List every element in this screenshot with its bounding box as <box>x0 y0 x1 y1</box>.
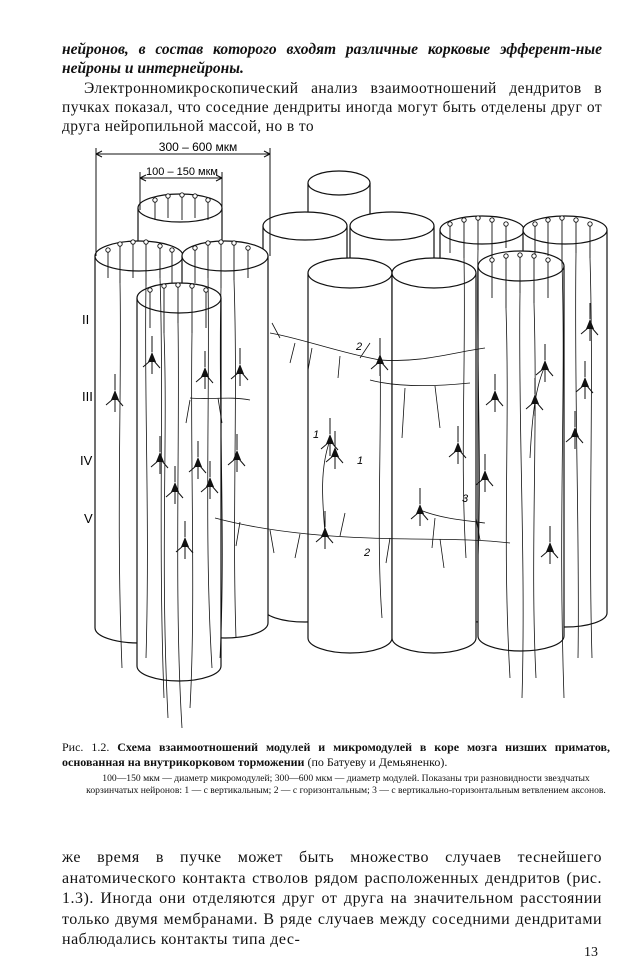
neuron-label-1a: 1 <box>313 429 320 441</box>
layer-label-iv: IV <box>80 453 93 468</box>
figure-caption <box>62 740 610 770</box>
paragraph-dendrite-contacts: же время в пучке может быть множество случаев теснейшего анатомического контакта стволов рядом расположенных дендритов (рис. 1.3). Иногда они отделяются друг от друга на значительном расстоянии только двумя мембранами. В ряде случаев между соседними дендритами наблюдались контакты типа дес- <box>62 849 602 948</box>
neuron-label-2a: 2 <box>356 341 363 353</box>
page-number: 13 <box>584 945 598 960</box>
neuron-label-3: 3 <box>462 493 469 505</box>
dim-micromodules-label: 100 – 150 мкм <box>146 166 218 178</box>
caption-prefix: Рис. 1.2. <box>62 740 110 754</box>
caption-suffix: (по Батуеву и Демьяненко). <box>307 755 448 769</box>
layer-label-v: V <box>84 511 93 526</box>
caption-bold: Схема взаимоотношений модулей и микромодулей в коре мозга низших приматов, основанная на внутрикорковом торможении <box>62 740 611 769</box>
caption-note: 100—150 мкм — диаметр микромодулей; 300—600 мкм — диаметр модулей. Показаны три разновидности звездчатых корзинчатых нейронов: 1 — с вертикальным; 2 — с горизонтальным; 3 — с вертикально-горизонтальным ветвлением аксонов. <box>86 773 606 796</box>
paragraph-electron-microscopy: Электронномикроскопический анализ взаимоотношений дендритов в пучках показал, что соседние дендриты иногда могут быть отделены друг от друга нейропильной массой, но в то <box>62 80 602 135</box>
layer-label-iii: III <box>82 389 93 404</box>
layer-label-ii: II <box>82 312 90 327</box>
neuron-label-1b: 1 <box>357 455 364 467</box>
continued-paragraph: нейронов, в состав которого входят различные корковые эфферент-ные нейроны и интернейроны. <box>62 41 602 77</box>
neuron-label-2b: 2 <box>364 547 371 559</box>
dim-modules-label: 300 – 600 мкм <box>158 140 238 154</box>
modules-figure <box>40 138 620 738</box>
